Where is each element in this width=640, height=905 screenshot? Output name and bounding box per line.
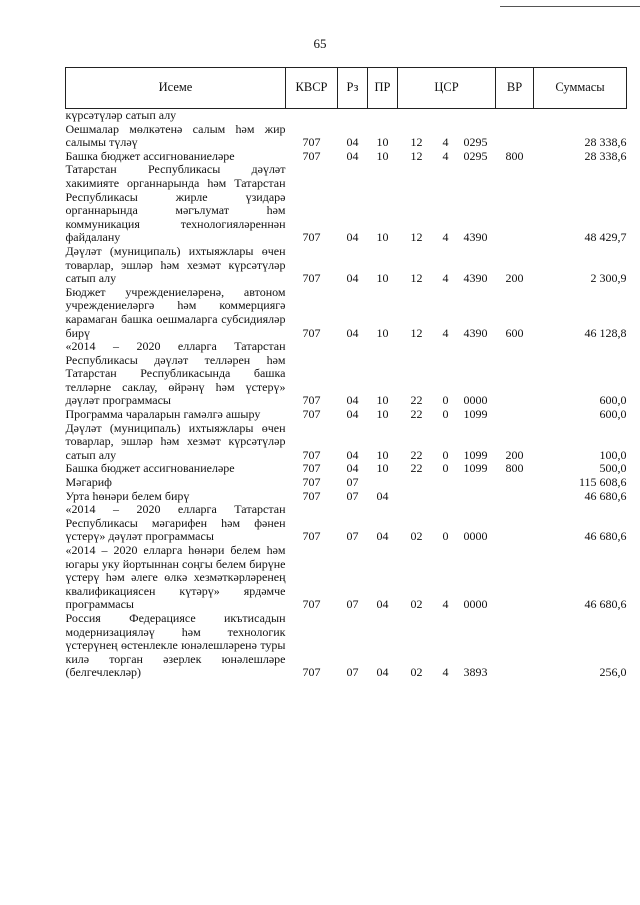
page-number: 65 <box>313 36 327 51</box>
table-row <box>66 340 627 408</box>
cell-sum: 115 608,6 <box>578 475 627 490</box>
cell-vr <box>496 544 534 612</box>
cell-rz <box>338 109 368 123</box>
cell-name: Оешмалар мөлкәтенә салым һәм жир салымы түләү <box>65 121 286 150</box>
cell-rz: 04 <box>346 230 359 245</box>
table-row <box>66 612 627 680</box>
cell-name: Россия Федерациясе икътисадын модернизацияләү һәм технологик үстерүнең өстенлекле юнәлешләренә туры килә торган әзерлек юнәлешләре (белгечлекләр) <box>65 610 286 680</box>
cell-csr3: 0000 <box>463 529 488 544</box>
cell-kvsr: 707 <box>302 325 321 340</box>
cell-csr3 <box>456 476 496 490</box>
cell-vr <box>496 340 534 408</box>
cell-csr2: 4 <box>442 271 449 286</box>
cell-name: күрсәтүләр сатып алу <box>65 108 177 122</box>
cell-pr: 04 <box>376 665 389 680</box>
cell-csr1: 22 <box>410 447 423 462</box>
cell-rz: 04 <box>346 148 359 163</box>
cell-csr2: 4 <box>442 597 449 612</box>
cell-sum: 48 429,7 <box>584 230 627 245</box>
cell-name: Бюджет учреждениеләренә, автоном учреждениеләргә һәм коммерциягә карамаган башка оешмаларга субсидияләр бирү <box>65 284 286 340</box>
cell-pr: 10 <box>376 407 389 422</box>
cell-name: Башка бюджет ассигнованиеләре <box>65 461 235 476</box>
cell-csr3: 0000 <box>463 597 488 612</box>
header-sum: Суммасы <box>534 68 627 109</box>
cell-sum: 2 300,9 <box>590 271 627 286</box>
cell-csr2: 4 <box>442 135 449 150</box>
cell-csr1: 22 <box>410 407 423 422</box>
cell-rz: 07 <box>346 475 359 490</box>
cell-name: Урта һөнәри белем бирү <box>65 488 190 503</box>
cell-pr: 10 <box>376 230 389 245</box>
cell-vr <box>496 109 534 123</box>
table-row <box>66 245 627 286</box>
cell-pr: 04 <box>376 529 389 544</box>
cell-csr1: 22 <box>410 393 423 408</box>
cell-csr3: 4390 <box>463 271 488 286</box>
table-row <box>66 476 627 490</box>
cell-sum: 600,0 <box>599 393 627 408</box>
cell-csr2: 0 <box>442 407 449 422</box>
cell-csr3: 4390 <box>463 325 488 340</box>
cell-pr: 04 <box>376 488 389 503</box>
cell-name: Татарстан Республикасы дәүләт хакимияте органнарында һәм Татарстан Республикасы жирле үзидарә органнарында мәгълумат һәм коммуникация технологияләреннән файдалану <box>65 162 286 245</box>
cell-csr1: 12 <box>410 230 423 245</box>
cell-csr2 <box>436 109 456 123</box>
cell-name: Дәүләт (муниципаль) ихтыяжлары өчен товарлар, эшләр һәм хезмәт күрсәтүләр сатып алу <box>65 243 286 286</box>
cell-name: Программа чараларын гамәлгә ашыру <box>65 407 261 422</box>
table-row <box>66 286 627 340</box>
cell-vr: 200 <box>505 447 524 462</box>
cell-pr: 10 <box>376 135 389 150</box>
cell-rz: 04 <box>346 135 359 150</box>
cell-kvsr: 707 <box>302 407 321 422</box>
cell-vr <box>496 408 534 422</box>
cell-name: Мәгариф <box>65 475 112 490</box>
cell-sum: 28 338,6 <box>584 135 627 150</box>
cell-kvsr: 707 <box>302 665 321 680</box>
cell-vr <box>496 490 534 504</box>
cell-csr1 <box>398 490 436 504</box>
cell-csr2: 4 <box>442 230 449 245</box>
cell-pr: 10 <box>376 148 389 163</box>
cell-pr <box>368 109 398 123</box>
cell-csr3: 0000 <box>463 393 488 408</box>
cell-rz: 07 <box>346 488 359 503</box>
cell-rz: 04 <box>346 447 359 462</box>
cell-rz: 04 <box>346 325 359 340</box>
cell-csr1: 12 <box>410 325 423 340</box>
cell-kvsr: 707 <box>302 148 321 163</box>
cell-csr2 <box>436 490 456 504</box>
cell-rz: 04 <box>346 271 359 286</box>
table-header-row <box>66 68 627 109</box>
cell-pr: 10 <box>376 325 389 340</box>
cell-vr <box>496 476 534 490</box>
table-row <box>66 503 627 544</box>
cell-csr3: 3893 <box>463 665 488 680</box>
cell-csr2: 0 <box>442 461 449 476</box>
cell-sum: 46 680,6 <box>584 488 627 503</box>
cell-csr2: 0 <box>442 529 449 544</box>
cell-kvsr: 707 <box>302 447 321 462</box>
cell-csr1: 22 <box>410 461 423 476</box>
cell-name: Дәүләт (муниципаль) ихтыяжлары өчен товарлар, эшләр һәм хезмәт күрсәтүләр сатып алу <box>65 420 286 462</box>
cell-pr: 10 <box>376 461 389 476</box>
cell-csr2 <box>436 476 456 490</box>
cell-csr3: 0295 <box>463 148 488 163</box>
cell-csr3: 0295 <box>463 135 488 150</box>
top-rule <box>500 6 640 7</box>
cell-rz: 04 <box>346 461 359 476</box>
table-row <box>66 109 627 123</box>
cell-kvsr: 707 <box>302 529 321 544</box>
cell-rz: 04 <box>346 393 359 408</box>
cell-vr <box>496 612 534 680</box>
cell-csr2: 4 <box>442 325 449 340</box>
cell-sum: 46 128,8 <box>584 325 627 340</box>
cell-csr3 <box>456 490 496 504</box>
cell-kvsr <box>286 109 338 123</box>
cell-sum: 46 680,6 <box>584 529 627 544</box>
cell-rz: 04 <box>346 407 359 422</box>
cell-csr1: 12 <box>410 271 423 286</box>
cell-kvsr: 707 <box>302 230 321 245</box>
cell-vr: 200 <box>505 271 524 286</box>
cell-csr1: 12 <box>410 135 423 150</box>
cell-csr3: 1099 <box>463 447 488 462</box>
cell-sum: 256,0 <box>599 665 627 680</box>
cell-sum: 100,0 <box>599 447 627 462</box>
cell-csr3: 1099 <box>463 407 488 422</box>
cell-sum: 46 680,6 <box>584 597 627 612</box>
header-kvsr: КВСР <box>286 68 338 109</box>
budget-table <box>65 67 627 680</box>
cell-name: «2014 – 2020 елларга Татарстан Республикасы мәгарифен һәм фәнен үстерү» дәүләт программасы <box>65 502 286 544</box>
table-row <box>66 490 627 504</box>
cell-csr1: 02 <box>410 597 423 612</box>
table-row <box>66 150 627 164</box>
header-pr: ПР <box>368 68 398 109</box>
cell-csr1 <box>398 476 436 490</box>
cell-csr1: 12 <box>410 148 423 163</box>
cell-csr2: 4 <box>442 665 449 680</box>
cell-pr: 10 <box>376 447 389 462</box>
cell-csr2: 0 <box>442 447 449 462</box>
cell-pr: 10 <box>376 393 389 408</box>
header-vr: ВР <box>496 68 534 109</box>
cell-vr <box>496 503 534 544</box>
cell-kvsr: 707 <box>302 597 321 612</box>
table-row <box>66 408 627 422</box>
table-row <box>66 163 627 245</box>
cell-vr <box>496 123 534 150</box>
cell-csr1 <box>398 109 436 123</box>
cell-kvsr: 707 <box>302 488 321 503</box>
cell-pr: 04 <box>376 597 389 612</box>
cell-name: Башка бюджет ассигнованиеләре <box>65 148 235 163</box>
cell-rz: 07 <box>346 665 359 680</box>
header-name: Исеме <box>66 68 286 109</box>
cell-csr1: 02 <box>410 529 423 544</box>
cell-vr: 600 <box>505 325 524 340</box>
cell-csr3 <box>456 109 496 123</box>
cell-kvsr: 707 <box>302 393 321 408</box>
cell-rz: 07 <box>346 529 359 544</box>
table-row <box>66 123 627 150</box>
cell-sum: 500,0 <box>599 461 627 476</box>
header-rz: Рз <box>338 68 368 109</box>
cell-pr <box>368 476 398 490</box>
table-row <box>66 462 627 476</box>
cell-csr2: 4 <box>442 148 449 163</box>
cell-rz: 07 <box>346 597 359 612</box>
cell-vr <box>496 163 534 245</box>
cell-vr: 800 <box>505 148 524 163</box>
cell-csr2: 0 <box>442 393 449 408</box>
table-row <box>66 422 627 463</box>
cell-csr3: 1099 <box>463 461 488 476</box>
cell-kvsr: 707 <box>302 135 321 150</box>
table-body <box>66 109 627 680</box>
cell-pr: 10 <box>376 271 389 286</box>
cell-kvsr: 707 <box>302 271 321 286</box>
cell-name: «2014 – 2020 елларга Татарстан Республикасы дәүләт телләрен һәм Татарстан Республикасында башка телләрне саклау, өйрәнү һәм үстерү» дәүләт программасы <box>65 339 286 408</box>
cell-sum <box>534 109 627 123</box>
cell-name: «2014 – 2020 елларга һөнәри белем һәм югары уку йортыннан соңгы белем бирүне үстерү һәм әлеге өлкә хезмәткәрләренең квалификациясен күтәрү» ярдәмче программасы <box>65 543 286 612</box>
table-row <box>66 544 627 612</box>
cell-vr: 800 <box>505 461 524 476</box>
cell-sum: 28 338,6 <box>584 148 627 163</box>
header-csr: ЦСР <box>398 68 496 109</box>
cell-csr1: 02 <box>410 665 423 680</box>
cell-kvsr: 707 <box>302 461 321 476</box>
cell-kvsr: 707 <box>302 475 321 490</box>
cell-sum: 600,0 <box>599 407 627 422</box>
cell-csr3: 4390 <box>463 230 488 245</box>
